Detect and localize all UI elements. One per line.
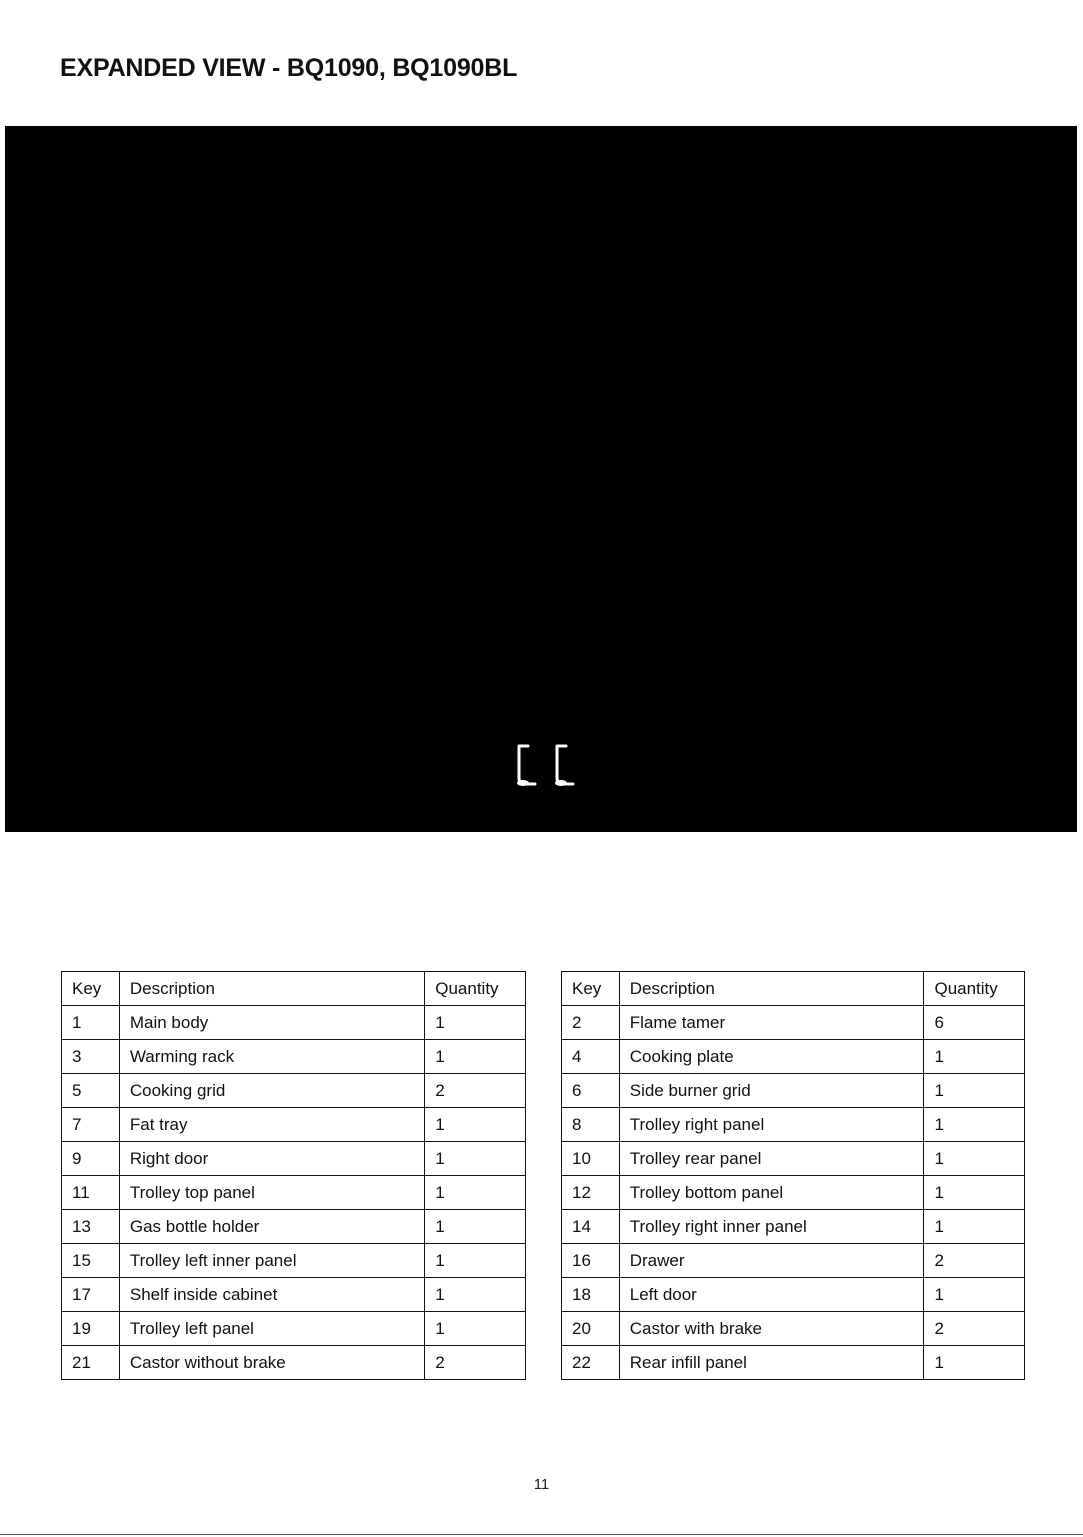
key-header: Key [62, 972, 120, 1006]
part-quantity: 1 [425, 1108, 526, 1142]
table-row [562, 1244, 1025, 1278]
parts-table-right [561, 971, 1025, 1380]
table-row [62, 1040, 526, 1074]
part-key: 10 [562, 1142, 620, 1176]
quantity-header: Quantity [425, 972, 526, 1006]
part-description: Trolley rear panel [619, 1142, 924, 1176]
table-row [62, 1210, 526, 1244]
part-description: Rear infill panel [619, 1346, 924, 1380]
part-key: 21 [62, 1346, 120, 1380]
part-description: Main body [119, 1006, 424, 1040]
part-quantity: 1 [425, 1176, 526, 1210]
table-row [562, 1006, 1025, 1040]
key-header: Key [562, 972, 620, 1006]
part-key: 12 [562, 1176, 620, 1210]
part-key: 2 [562, 1006, 620, 1040]
part-description: Trolley bottom panel [619, 1176, 924, 1210]
table-row [562, 1210, 1025, 1244]
part-quantity: 1 [924, 1108, 1025, 1142]
table-row [562, 1142, 1025, 1176]
part-quantity: 1 [924, 1278, 1025, 1312]
parts-table-right-body [562, 1006, 1025, 1380]
table-row [62, 1142, 526, 1176]
table-row [62, 1312, 526, 1346]
part-key: 3 [62, 1040, 120, 1074]
table-row [62, 1176, 526, 1210]
part-quantity: 1 [924, 1074, 1025, 1108]
description-header: Description [119, 972, 424, 1006]
part-key: 11 [62, 1176, 120, 1210]
description-header: Description [619, 972, 924, 1006]
part-quantity: 2 [924, 1244, 1025, 1278]
part-quantity: 1 [924, 1346, 1025, 1380]
table-row [62, 1006, 526, 1040]
part-description: Fat tray [119, 1108, 424, 1142]
table-row [562, 1040, 1025, 1074]
part-description: Right door [119, 1142, 424, 1176]
part-key: 6 [562, 1074, 620, 1108]
table-row [562, 1176, 1025, 1210]
part-description: Trolley left panel [119, 1312, 424, 1346]
table-row [562, 1074, 1025, 1108]
part-description: Warming rack [119, 1040, 424, 1074]
part-description: Side burner grid [619, 1074, 924, 1108]
table-row [562, 1312, 1025, 1346]
part-description: Shelf inside cabinet [119, 1278, 424, 1312]
part-description: Left door [619, 1278, 924, 1312]
part-quantity: 2 [425, 1346, 526, 1380]
parts-table-left [61, 971, 526, 1380]
part-quantity: 1 [425, 1244, 526, 1278]
part-key: 16 [562, 1244, 620, 1278]
quantity-header: Quantity [924, 972, 1025, 1006]
part-quantity: 1 [425, 1312, 526, 1346]
page-title: EXPANDED VIEW - BQ1090, BQ1090BL [60, 54, 518, 82]
part-description: Castor without brake [119, 1346, 424, 1380]
footer-rule [0, 1534, 1083, 1535]
part-key: 4 [562, 1040, 620, 1074]
table-row [62, 1074, 526, 1108]
part-key: 15 [62, 1244, 120, 1278]
part-quantity: 1 [924, 1176, 1025, 1210]
part-key: 22 [562, 1346, 620, 1380]
table-row [562, 1346, 1025, 1380]
table-row [62, 1108, 526, 1142]
part-quantity: 1 [924, 1142, 1025, 1176]
part-key: 17 [62, 1278, 120, 1312]
part-quantity: 2 [425, 1074, 526, 1108]
part-description: Cooking plate [619, 1040, 924, 1074]
part-quantity: 1 [924, 1210, 1025, 1244]
part-key: 19 [62, 1312, 120, 1346]
part-quantity: 1 [425, 1040, 526, 1074]
part-quantity: 1 [425, 1210, 526, 1244]
part-quantity: 1 [924, 1040, 1025, 1074]
part-description: Trolley top panel [119, 1176, 424, 1210]
table-row [62, 1244, 526, 1278]
part-description: Trolley right panel [619, 1108, 924, 1142]
castor-wheels-graphic [5, 126, 1077, 832]
part-description: Trolley right inner panel [619, 1210, 924, 1244]
part-quantity: 1 [425, 1142, 526, 1176]
page-number: 11 [533, 1476, 550, 1493]
table-row [62, 1278, 526, 1312]
part-key: 14 [562, 1210, 620, 1244]
table-row [562, 1278, 1025, 1312]
part-key: 20 [562, 1312, 620, 1346]
part-quantity: 2 [924, 1312, 1025, 1346]
parts-table-left-body [62, 1006, 526, 1380]
part-description: Flame tamer [619, 1006, 924, 1040]
part-quantity: 6 [924, 1006, 1025, 1040]
part-quantity: 1 [425, 1278, 526, 1312]
table-header-row [562, 972, 1025, 1006]
part-key: 13 [62, 1210, 120, 1244]
table-header-row [62, 972, 526, 1006]
expanded-view-diagram [5, 126, 1077, 832]
part-description: Trolley left inner panel [119, 1244, 424, 1278]
part-key: 8 [562, 1108, 620, 1142]
part-quantity: 1 [425, 1006, 526, 1040]
part-description: Gas bottle holder [119, 1210, 424, 1244]
part-key: 7 [62, 1108, 120, 1142]
part-key: 1 [62, 1006, 120, 1040]
table-row [62, 1346, 526, 1380]
part-description: Cooking grid [119, 1074, 424, 1108]
part-description: Castor with brake [619, 1312, 924, 1346]
part-key: 9 [62, 1142, 120, 1176]
part-key: 18 [562, 1278, 620, 1312]
table-row [562, 1108, 1025, 1142]
part-description: Drawer [619, 1244, 924, 1278]
part-key: 5 [62, 1074, 120, 1108]
